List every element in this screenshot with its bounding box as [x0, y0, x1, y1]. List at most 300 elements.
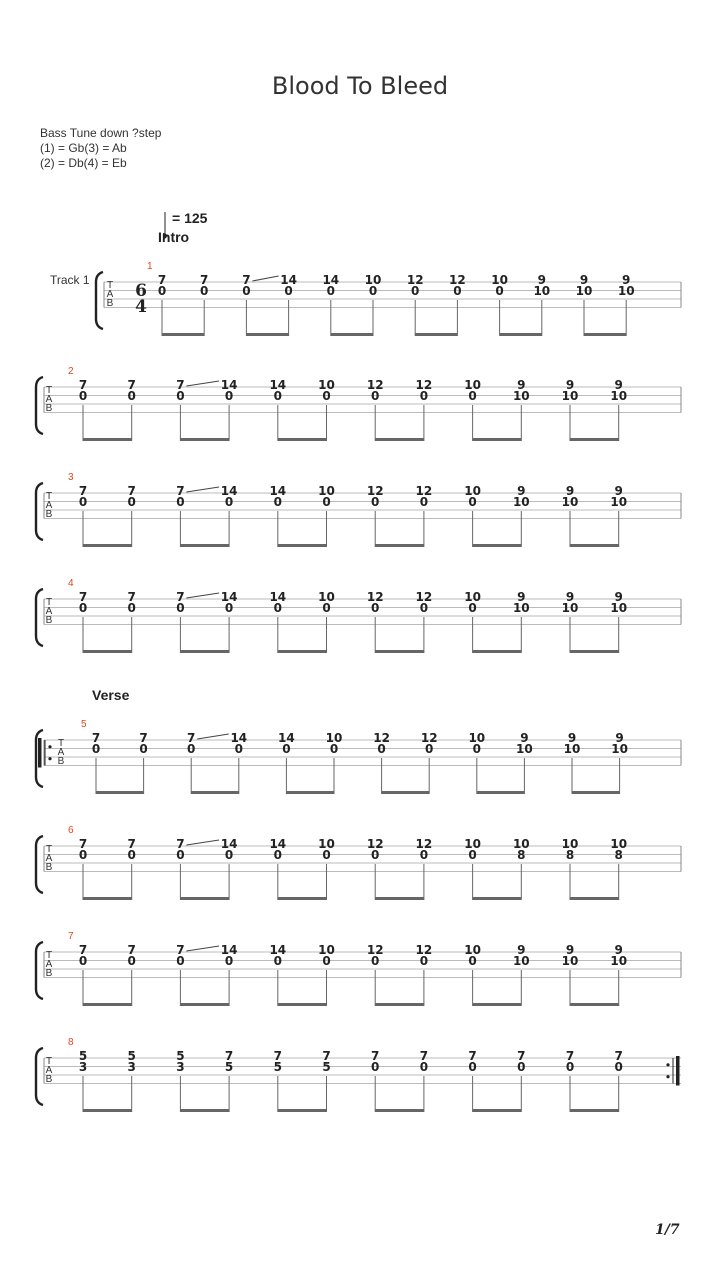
fret-number-top: 14 [269, 943, 287, 957]
fret-number-bottom: 0 [371, 389, 380, 403]
fret-number-top: 9 [622, 273, 631, 287]
fret-number-top: 10 [364, 273, 382, 287]
fret-number-top: 10 [610, 837, 628, 851]
fret-number-top: 7 [176, 590, 185, 604]
note-beam [278, 650, 327, 653]
fret-number-bottom: 0 [224, 848, 234, 862]
fret-number-top: 9 [520, 731, 529, 745]
note-beam [278, 897, 327, 900]
fret-number-top: 10 [318, 378, 335, 392]
fret-number-top: 7 [468, 1049, 477, 1063]
system-bracket [36, 1048, 43, 1105]
note-beam [375, 544, 424, 547]
fret-number-top: 12 [415, 837, 433, 851]
fret-number-top: 10 [318, 943, 335, 957]
note-beam [572, 791, 620, 794]
fret-number-top: 12 [415, 378, 433, 392]
fret-number-top: 14 [230, 731, 248, 745]
fret-number-top: 14 [220, 590, 238, 604]
fret-number-bottom: 10 [563, 742, 581, 756]
fret-number-top: 12 [366, 484, 384, 498]
bar-number: 6 [68, 825, 74, 836]
repeat-dot [48, 745, 51, 748]
fret-number-top: 10 [464, 590, 481, 604]
fret-number-bottom: 0 [176, 601, 185, 615]
fret-number-top: 14 [280, 273, 297, 287]
note-beam [473, 650, 522, 653]
fret-number-top: 7 [273, 1049, 282, 1063]
fret-number-bottom: 0 [468, 601, 477, 615]
fret-number-top: 10 [318, 837, 335, 851]
fret-number-top: 7 [419, 1049, 429, 1063]
fret-number-top: 10 [464, 378, 481, 392]
fret-number-top: 14 [322, 273, 340, 287]
fret-number-top: 10 [491, 273, 508, 287]
fret-number-top: 14 [269, 378, 287, 392]
fret-number-bottom: 0 [273, 601, 282, 615]
fret-number-bottom: 0 [187, 742, 196, 756]
fret-number-bottom: 0 [273, 389, 282, 403]
tab-letter-t: T [45, 844, 53, 855]
fret-number-top: 7 [517, 1049, 526, 1063]
fret-number-bottom: 10 [533, 284, 551, 298]
fret-number-bottom: 0 [495, 284, 504, 298]
slide-line [252, 276, 278, 281]
note-beam [278, 1109, 327, 1112]
tab-letter-b: B [45, 968, 53, 979]
fret-number-bottom: 0 [139, 742, 148, 756]
fret-number-top: 12 [415, 943, 433, 957]
fret-number-top: 7 [78, 943, 88, 957]
fret-number-bottom: 10 [516, 742, 533, 756]
fret-number-bottom: 0 [411, 284, 420, 298]
fret-number-bottom: 0 [419, 495, 429, 509]
fret-number-top: 14 [278, 731, 295, 745]
note-beam [473, 897, 522, 900]
fret-number-top: 7 [127, 837, 136, 851]
fret-number-bottom: 0 [176, 954, 185, 968]
fret-number-bottom: 0 [176, 848, 185, 862]
tab-letter-b: B [45, 509, 53, 520]
fret-number-bottom: 0 [322, 848, 331, 862]
fret-number-top: 7 [176, 837, 185, 851]
note-beam [473, 544, 522, 547]
system-bracket [36, 483, 43, 540]
page-number: 1/7 [655, 1222, 680, 1238]
bar-number: 5 [81, 719, 87, 730]
tab-letter-b: B [45, 862, 53, 873]
fret-number-bottom: 0 [468, 1060, 477, 1074]
fret-number-top: 12 [366, 378, 384, 392]
tab-letter-t: T [45, 385, 53, 396]
slide-line [197, 734, 229, 739]
fret-number-bottom: 10 [575, 284, 593, 298]
fret-number-top: 5 [127, 1049, 136, 1063]
tab-letter-b: B [45, 615, 53, 626]
note-beam [570, 650, 619, 653]
fret-number-top: 7 [322, 1049, 331, 1063]
note-beam [477, 791, 525, 794]
system-bracket [36, 836, 43, 893]
fret-number-bottom: 0 [127, 389, 136, 403]
note-beam [83, 1109, 132, 1112]
note-beam [246, 333, 288, 336]
note-beam [278, 438, 327, 441]
fret-number-top: 14 [220, 378, 238, 392]
song-title: Blood To Bleed [271, 72, 449, 100]
note-beam [570, 897, 619, 900]
tab-letter-b: B [106, 298, 114, 309]
note-beam [570, 1003, 619, 1006]
tab-letter-t: T [106, 280, 114, 291]
fret-number-top: 7 [614, 1049, 623, 1063]
fret-number-bottom: 0 [468, 848, 477, 862]
fret-number-bottom: 10 [561, 389, 579, 403]
fret-number-bottom: 0 [273, 848, 282, 862]
note-beam [180, 1109, 229, 1112]
fret-number-top: 9 [517, 378, 526, 392]
repeat-end-thick-bar [676, 1056, 680, 1086]
tab-letter-t: T [57, 738, 65, 749]
slide-line [186, 840, 219, 845]
fret-number-bottom: 0 [425, 742, 434, 756]
fret-number-top: 7 [176, 484, 185, 498]
fret-number-top: 5 [176, 1049, 185, 1063]
note-beam [278, 544, 327, 547]
fret-number-top: 7 [139, 731, 148, 745]
fret-number-bottom: 0 [78, 954, 88, 968]
fret-number-bottom: 0 [614, 1060, 623, 1074]
fret-number-top: 7 [127, 590, 136, 604]
fret-number-top: 7 [78, 484, 88, 498]
fret-number-top: 10 [561, 837, 579, 851]
fret-number-bottom: 5 [224, 1060, 234, 1074]
fret-number-bottom: 0 [200, 284, 209, 298]
fret-number-top: 9 [565, 378, 575, 392]
time-signature-bottom: 4 [135, 297, 147, 317]
fret-number-bottom: 0 [273, 495, 282, 509]
fret-number-top: 10 [318, 484, 335, 498]
fret-number-bottom: 0 [322, 954, 331, 968]
fret-number-top: 5 [78, 1049, 88, 1063]
fret-number-top: 12 [373, 731, 390, 745]
fret-number-top: 12 [406, 273, 424, 287]
slide-line [186, 593, 219, 598]
system-bracket [36, 377, 43, 434]
fret-number-top: 7 [224, 1049, 234, 1063]
fret-number-bottom: 0 [78, 848, 88, 862]
note-beam [473, 438, 522, 441]
fret-number-bottom: 0 [419, 601, 429, 615]
tab-letter-t: T [45, 597, 53, 608]
note-beam [570, 438, 619, 441]
fret-number-bottom: 0 [326, 284, 335, 298]
note-beam [331, 333, 373, 336]
bar-number: 2 [68, 366, 74, 377]
note-beam [375, 650, 424, 653]
tab-row-2 [36, 366, 681, 441]
tab-row-8 [36, 1037, 681, 1112]
tab-letter-b: B [45, 1074, 53, 1085]
fret-number-bottom: 0 [273, 954, 282, 968]
bar-number: 4 [68, 578, 74, 589]
fret-number-top: 12 [415, 590, 433, 604]
tab-letter-a: A [45, 394, 53, 405]
fret-number-bottom: 0 [377, 742, 386, 756]
tab-letter-a: A [45, 1065, 53, 1076]
fret-number-bottom: 0 [371, 848, 380, 862]
fret-number-top: 7 [565, 1049, 575, 1063]
fret-number-bottom: 0 [78, 601, 88, 615]
note-beam [382, 791, 430, 794]
note-beam [584, 333, 626, 336]
fret-number-bottom: 10 [512, 954, 530, 968]
fret-number-bottom: 0 [371, 954, 380, 968]
fret-number-top: 7 [176, 943, 185, 957]
fret-number-top: 7 [157, 273, 167, 287]
fret-number-bottom: 0 [127, 954, 136, 968]
fret-number-bottom: 3 [176, 1060, 185, 1074]
slide-line [186, 487, 219, 492]
fret-number-bottom: 0 [78, 495, 88, 509]
note-beam [473, 1109, 522, 1112]
tab-letter-b: B [45, 403, 53, 414]
fret-number-bottom: 8 [565, 848, 575, 862]
fret-number-bottom: 10 [610, 389, 628, 403]
tab-letter-a: A [45, 500, 53, 511]
fret-number-bottom: 3 [78, 1060, 88, 1074]
fret-number-top: 9 [565, 590, 575, 604]
bar-number: 1 [147, 261, 153, 272]
fret-number-bottom: 0 [322, 495, 331, 509]
fret-number-top: 7 [78, 378, 88, 392]
repeat-dot [666, 1063, 669, 1066]
fret-number-bottom: 0 [91, 742, 101, 756]
note-beam [286, 791, 334, 794]
fret-number-bottom: 0 [468, 954, 477, 968]
fret-number-bottom: 10 [610, 954, 628, 968]
fret-number-top: 7 [91, 731, 101, 745]
fret-number-bottom: 0 [322, 389, 331, 403]
note-beam [278, 1003, 327, 1006]
fret-number-bottom: 0 [468, 389, 477, 403]
fret-number-bottom: 0 [517, 1060, 526, 1074]
fret-number-bottom: 10 [512, 601, 530, 615]
note-beam [83, 544, 132, 547]
fret-number-bottom: 10 [611, 742, 628, 756]
fret-number-top: 12 [415, 484, 433, 498]
fret-number-top: 7 [127, 378, 136, 392]
note-beam [162, 333, 204, 336]
tab-letter-b: B [57, 756, 65, 767]
note-beam [500, 333, 542, 336]
tab-row-3 [36, 472, 681, 547]
note-beam [180, 897, 229, 900]
fret-number-top: 14 [269, 590, 287, 604]
fret-number-bottom: 0 [224, 389, 234, 403]
tab-letter-a: A [45, 853, 53, 864]
bar-number: 3 [68, 472, 74, 483]
fret-number-top: 9 [614, 378, 623, 392]
fret-number-top: 9 [614, 590, 623, 604]
fret-number-bottom: 0 [224, 954, 234, 968]
note-beam [180, 650, 229, 653]
tuning-line-2: (1) = Gb(3) = Ab [40, 141, 127, 155]
fret-number-top: 7 [200, 273, 209, 287]
time-signature-top: 6 [135, 281, 147, 301]
fret-number-top: 12 [449, 273, 466, 287]
tab-row-4 [36, 578, 681, 653]
tab-letter-a: A [45, 606, 53, 617]
tab-letter-t: T [45, 491, 53, 502]
fret-number-bottom: 0 [282, 742, 291, 756]
note-beam [96, 791, 144, 794]
tab-letter-a: A [57, 747, 65, 758]
note-beam [570, 1109, 619, 1112]
fret-number-bottom: 0 [127, 601, 136, 615]
fret-number-bottom: 0 [224, 495, 234, 509]
note-beam [375, 1109, 424, 1112]
fret-number-bottom: 0 [224, 601, 234, 615]
fret-number-bottom: 0 [157, 284, 167, 298]
fret-number-top: 7 [127, 484, 136, 498]
fret-number-top: 12 [366, 943, 384, 957]
tab-letter-a: A [45, 959, 53, 970]
fret-number-top: 12 [366, 837, 384, 851]
fret-number-top: 7 [187, 731, 196, 745]
fret-number-top: 10 [464, 943, 481, 957]
fret-number-bottom: 8 [517, 848, 526, 862]
fret-number-top: 10 [464, 837, 481, 851]
fret-number-bottom: 0 [176, 389, 185, 403]
bar-number: 7 [68, 931, 74, 942]
fret-number-bottom: 8 [614, 848, 623, 862]
fret-number-bottom: 0 [419, 1060, 429, 1074]
system-bracket [96, 272, 103, 329]
fret-number-top: 7 [176, 378, 185, 392]
fret-number-bottom: 0 [322, 601, 331, 615]
note-beam [83, 438, 132, 441]
tab-row-5 [36, 719, 681, 794]
note-beam [473, 1003, 522, 1006]
system-bracket [36, 589, 43, 646]
fret-number-bottom: 0 [127, 495, 136, 509]
fret-number-bottom: 0 [468, 495, 477, 509]
fret-number-bottom: 10 [561, 954, 579, 968]
fret-number-bottom: 10 [617, 284, 635, 298]
section-label-intro: Intro [158, 229, 190, 245]
fret-number-top: 14 [269, 837, 287, 851]
fret-number-top: 10 [464, 484, 481, 498]
fret-number-bottom: 0 [371, 601, 380, 615]
tab-letter-a: A [106, 289, 114, 300]
fret-number-top: 12 [366, 590, 384, 604]
section-label-verse: Verse [92, 687, 130, 703]
note-beam [375, 438, 424, 441]
note-beam [375, 1003, 424, 1006]
tab-row-7 [36, 931, 681, 1006]
fret-number-top: 7 [78, 837, 88, 851]
bar-number: 8 [68, 1037, 74, 1048]
fret-number-top: 9 [517, 943, 526, 957]
fret-number-top: 9 [614, 943, 623, 957]
fret-number-bottom: 0 [371, 495, 380, 509]
fret-number-top: 14 [269, 484, 287, 498]
fret-number-top: 9 [565, 943, 575, 957]
fret-number-top: 12 [420, 731, 438, 745]
fret-number-top: 9 [565, 484, 575, 498]
tempo-marking: = 125 [172, 210, 208, 226]
fret-number-top: 9 [517, 484, 526, 498]
fret-number-top: 9 [517, 590, 526, 604]
note-beam [180, 438, 229, 441]
fret-number-bottom: 0 [127, 848, 136, 862]
note-beam [83, 650, 132, 653]
fret-number-bottom: 0 [242, 284, 251, 298]
fret-number-top: 7 [371, 1049, 380, 1063]
fret-number-top: 9 [614, 484, 623, 498]
fret-number-bottom: 0 [472, 742, 481, 756]
fret-number-top: 7 [78, 590, 88, 604]
fret-number-bottom: 10 [561, 601, 579, 615]
note-beam [191, 791, 239, 794]
tab-row-6 [36, 825, 681, 900]
fret-number-bottom: 0 [176, 495, 185, 509]
fret-number-top: 9 [579, 273, 589, 287]
fret-number-bottom: 0 [78, 389, 88, 403]
fret-number-bottom: 0 [419, 848, 429, 862]
fret-number-bottom: 10 [610, 601, 628, 615]
fret-number-bottom: 10 [512, 389, 530, 403]
repeat-dot [48, 757, 51, 760]
tab-row-1 [96, 261, 681, 336]
note-beam [415, 333, 457, 336]
tuning-line-1: Bass Tune down ?step [40, 126, 162, 140]
fret-number-bottom: 0 [371, 1060, 380, 1074]
tuning-line-3: (2) = Db(4) = Eb [40, 156, 127, 170]
fret-number-top: 14 [220, 484, 238, 498]
fret-number-top: 14 [220, 837, 238, 851]
fret-number-top: 10 [468, 731, 486, 745]
note-beam [180, 544, 229, 547]
fret-number-bottom: 10 [610, 495, 628, 509]
fret-number-bottom: 0 [419, 389, 429, 403]
fret-number-top: 9 [537, 273, 546, 287]
fret-number-bottom: 0 [368, 284, 378, 298]
tab-letter-t: T [45, 950, 53, 961]
fret-number-bottom: 5 [273, 1060, 282, 1074]
track-label: Track 1 [50, 273, 90, 287]
fret-number-bottom: 5 [322, 1060, 331, 1074]
fret-number-top: 7 [127, 943, 136, 957]
fret-number-bottom: 0 [234, 742, 243, 756]
system-bracket [36, 942, 43, 999]
fret-number-top: 10 [512, 837, 530, 851]
note-beam [83, 1003, 132, 1006]
fret-number-top: 9 [567, 731, 577, 745]
slide-line [186, 381, 219, 386]
fret-number-bottom: 0 [329, 742, 339, 756]
fret-number-top: 7 [242, 273, 251, 287]
fret-number-bottom: 10 [561, 495, 579, 509]
note-beam [375, 897, 424, 900]
fret-number-bottom: 10 [512, 495, 530, 509]
note-beam [83, 897, 132, 900]
fret-number-top: 14 [220, 943, 238, 957]
fret-number-top: 10 [318, 590, 335, 604]
fret-number-bottom: 0 [565, 1060, 575, 1074]
fret-number-top: 10 [325, 731, 343, 745]
